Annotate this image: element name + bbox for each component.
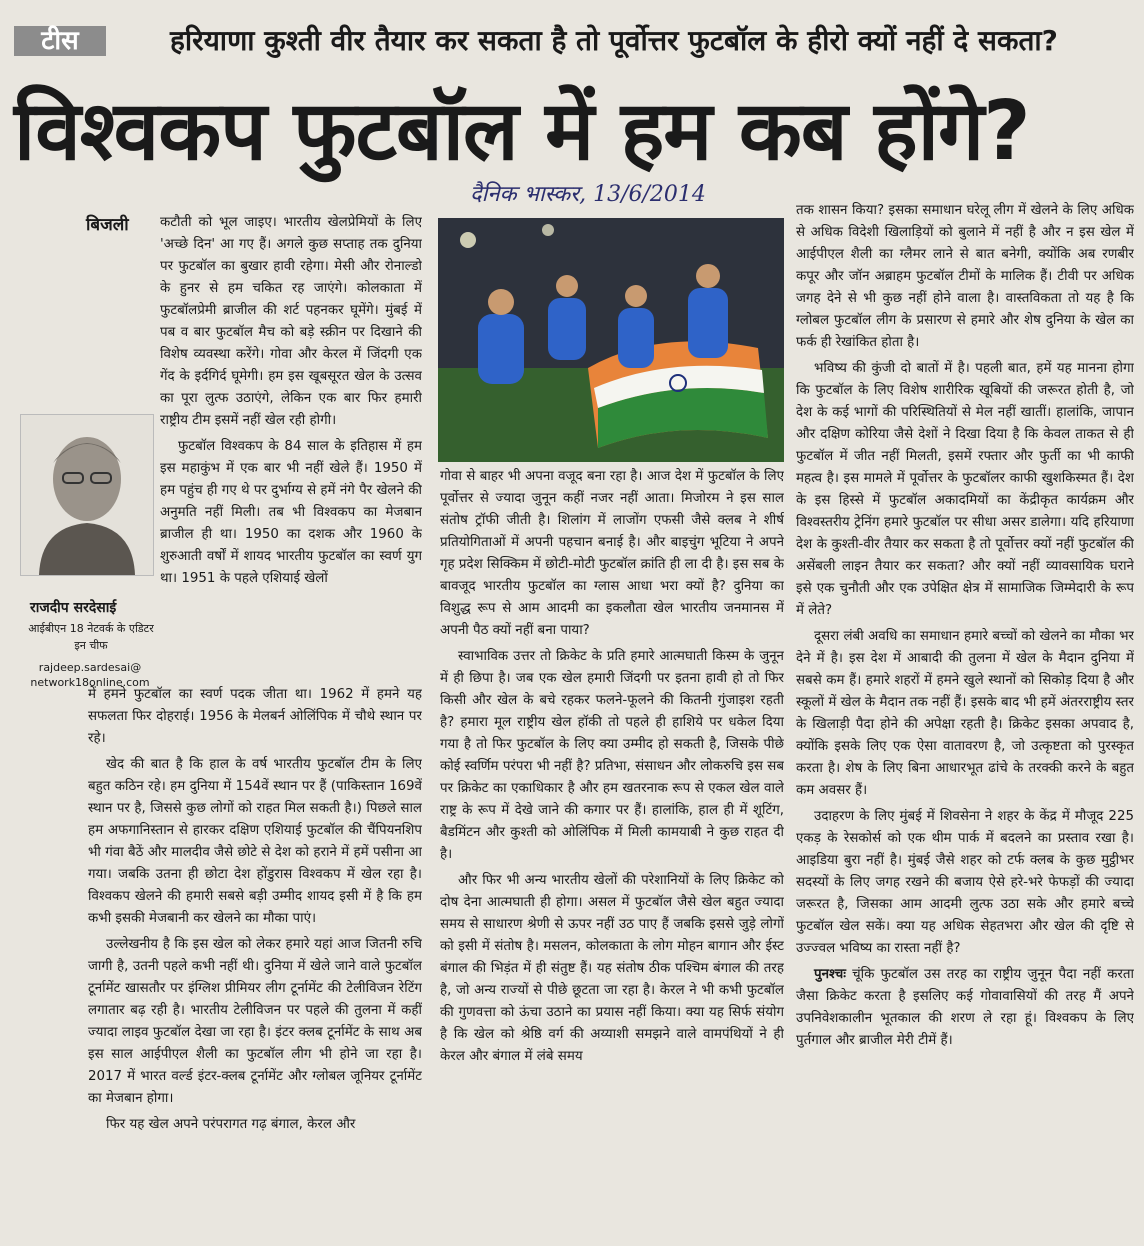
paragraph: में हमने फुटबॉल का स्वर्ण पदक जीता था। 1962 में हमने यह सफलता फिर दोहराई। 1956 के मेलबर्न ओलिंपिक में चौथे स्थान पर रहे।: [88, 687, 422, 746]
paragraph: फुटबॉल विश्वकप के 84 साल के इतिहास में हम इस महाकुंभ में एक बार भी नहीं खेले हैं। 1950 में हम पहुंच ही गए थे पर दुर्भाग्य से हमें नंगे पैर खेलने की अनुमति नहीं मिली। तब भी विश्वकप का मेजबान ब्राजील ही था। 1950 का दशक और 1960 के शुरुआती वर्षों में शायद भारतीय फुटबॉल का स्वर्ण युग था। 1951 के पहले एशियाई खेलों: [160, 439, 422, 586]
kicker-strip: [0, 10, 1144, 70]
paragraph: कटौती को भूल जाइए। भारतीय खेलप्रेमियों के लिए 'अच्छे दिन' आ गए हैं। अगले कुछ सप्ताह तक दुनिया पर फुटबॉल का बुखार हावी रहेगा। मेसी और रोनाल्डो के हुनर से हम चकित रह जाएंगे। कोलकाता में फुटबॉलप्रेमी ब्राजील की शर्ट पहनकर घूमेंगे। मुंबई में पब व बार फुटबॉल मैच को बड़े स्क्रीन पर दिखाने की विशेष व्यवस्था करेंगे। गोवा और केरल में जिंदगी एक गेंद के इर्दगिर्द घूमेगी। हम इस खूबसूरत खेल के उत्सव का पूरा लुत्फ उठाएंगे, लेकिन एक बार फिर हमारी राष्ट्रीय टीम इसमें नहीं खेल रही होगी।: [160, 215, 422, 428]
handwritten-note: दैनिक भास्कर, 13/6/2014: [470, 182, 706, 207]
paragraph: स्वाभाविक उत्तर तो क्रिकेट के प्रति हमारे आत्मघाती किस्म के जुनून में ही छिपा है। जब एक खेल हमारी जिंदगी पर इतना हावी हो तो फिर किसी और खेल के बचे रहकर फलने-फूलने की कितनी गुंजाइश रहती है? हमारा मूल राष्ट्रीय खेल हॉकी तो पहले ही हाशिये पर धकेल दिया गया है तो फिर फुटबॉल के लिए क्या उम्मीद हो सकती है, जिसके पीछे कोई स्वर्णिम परंपरा भी नहीं है? प्रतिभा, संसाधन और लोकरुचि इस सब पर क्रिकेट का एकाधिकार है और हम खतरनाक रूप से एकल खेल वाले राष्ट्र के रूप में देखे जाने की कगार पर हैं। हालांकि, हाल ही में शूटिंग, बैडमिंटन और कुश्ती को ओलिंपिक में मिली कामयाबी ने कुछ राहत दी है।: [440, 649, 784, 862]
section-tag: टीस: [14, 26, 106, 56]
paragraph: और फिर भी अन्य भारतीय खेलों की परेशानियों के लिए क्रिकेट को दोष देना आत्मघाती ही होगा। असल में फुटबॉल जैसे खेल बहुत ज्यादा समय से साधारण श्रेणी से ऊपर नहीं उठ पाए हैं जबकि इससे जुड़े लोगों को इसी में संतोष है। मसलन, कोलकाता के लोग मोहन बागान और ईस्ट बंगाल की भिड़ंत में ही संतुष्ट हैं। यह संतोष ठीक पश्चिम बंगाल की तरह है, जो अन्य राज्यों से पीछे छूटता जा रहा है। केरल ने भी कभी फुटबॉल की गुणवत्ता को ऊंचा उठाने का प्रयास नहीं किया। क्या यह सिर्फ संयोग है कि खेल को श्रेष्ठि वर्ग की अय्याशी समझने वाले वामपंथियों ने ही केरल और बंगाल में लंबे समय: [440, 873, 784, 1064]
kicker: हरियाणा कुश्ती वीर तैयार कर सकता है तो पूर्वोत्तर फुटबॉल के हीरो क्यों नहीं दे सकता?: [170, 24, 1058, 57]
paragraph: गोवा से बाहर भी अपना वजूद बना रहा है। आज देश में फुटबॉल के लिए पूर्वोत्तर से ज्यादा जुनून कहीं नजर नहीं आता। मिजोरम ने इस साल संतोष ट्रॉफी जीती है। शिलांग में लाजोंग एफसी जैसे क्लब ने शीर्ष प्रतियोगिताओं में अपनी पहचान बनाई है। और बाइचुंग भूटिया ने अपने गृह प्रदेश सिक्किम में छोटी-मोटी फुटबॉल क्रांति ही ला दी है। इस सब के बावजूद भारतीय फुटबॉल का ग्लास आधा भरा क्यों है? दुनिया का विशुद्ध रूप से आम आदमी का इकलौता खेल भारतीय जनमानस में अपनी पैठ क्यों नहीं बना पाया?: [440, 469, 784, 638]
column-2: [440, 466, 784, 1244]
column-1-bottom: [88, 684, 422, 1244]
paragraph: भविष्य की कुंजी दो बातों में है। पहली बात, हमें यह मानना होगा कि फुटबॉल के लिए विशेष शारीरिक खूबियों की जरूरत होती है, जो देश के कई भागों की परिस्थितियों से मेल नहीं खातीं। हालांकि, जापान और दक्षिण कोरिया जैसे देशों ने दिखा दिया है कि केवल ताकत से ही फुटबॉल में जीत नहीं मिलती, इसमें रफ्तार और फुर्ती का भी काफी महत्व है। इस मामले में पूर्वोत्तर के फुटबॉलर काफी खुशकिस्मत हैं। देश के इस हिस्से में फुटबॉल अकादमियों का केंद्रीकृत कार्यक्रम और विश्वस्तरीय ट्रेनिंग हमारे फुटबॉल पर सीधा असर डालेगा। यदि हरियाणा देश के कुश्ती-वीर तैयार कर सकता है तो पूर्वोत्तर क्यों नहीं फुटबॉल की असेंबली लाइन तैयार कर सकता? और क्यों नहीं व्यावसायिक घराने इसे एक चुनौती और एक उपेक्षित क्षेत्र में सामाजिक जिम्मेदारी के रूप में लेते?: [796, 361, 1134, 618]
paragraph: उदाहरण के लिए मुंबई में शिवसेना ने शहर के केंद्र में मौजूद 225 एकड़ के रेसकोर्स को एक थीम पार्क में बदलने का प्रस्ताव रखा है। आइडिया बुरा नहीं है। मुंबई जैसे शहर को टर्फ क्लब के कुछ मुट्ठीभर सदस्यों के लिए जगह रखने की बजाय ऐसे हरे-भरे फेफड़ों की ज्यादा जरूरत है, जिसका आम आदमी लुत्फ उठा सके और हमारे बच्चे फुटबॉल खेल सकें। क्या यह अधिक सेहतभरा और खेल की दृष्टि से उज्ज्वल भविष्य का रास्ता नहीं है?: [796, 809, 1134, 956]
paragraph: दूसरा लंबी अवधि का समाधान हमारे बच्चों को खेलने का मौका भर देने में है। इस देश में आबादी की तुलना में खेल के मैदान दुनिया में सबसे कम हैं। हमारे शहरों में हमने खुले स्थानों को सिकोड़ दिया है और स्कूलों में खेल के मैदान तक नहीं हैं। इसके बाद भी हमें अंतरराष्ट्रीय स्तर के खिलाड़ी पैदा होने की अपेक्षा रहती है। क्रिकेट इसका अपवाद है, क्योंकि इसके लिए एक ऐसा वातावरण है, जो उत्कृष्टता को पुरस्कृत करता है। शेष के लिए बिना आधारभूत ढांचे के तरक्की करने के बहुत कम अवसर हैं।: [796, 629, 1134, 798]
dateline: बिजली: [86, 215, 129, 235]
headline: विश्वकप फुटबॉल में हम कब होंगे?: [14, 84, 1030, 179]
paragraph: उल्लेखनीय है कि इस खेल को लेकर हमारे यहां आज जितनी रुचि जागी है, उतनी पहले कभी नहीं थी। दुनिया में खेले जाने वाले फुटबॉल टूर्नामेंट खासतौर पर इंग्लिश प्रीमियर लीग टूर्नामेंट की टेलीविजन रेटिंग लगातार बढ़ रही है। भारतीय टेलीविजन पर पहले की तुलना में कहीं ज्यादा लाइव फुटबॉल देखा जा रहा है। इंटर क्लब टूर्नामेंट के साथ अब इस साल आईपीएल शैली का फुटबॉल लीग भी होने जा रहा है। 2017 में भारत वर्ल्ड इंटर-क्लब टूर्नामेंट और ग्लोबल जूनियर टूर्नामेंट का मेजबान होगा।: [88, 937, 422, 1106]
author-photo: [20, 414, 154, 576]
postscript-label: पुनश्चः: [814, 967, 846, 982]
author-role: आईबीएन 18 नेटवर्क के एडिटर इन चीफ: [28, 622, 154, 652]
author-name: राजदीप सरदेसाई: [30, 600, 117, 616]
team-celebration-photo: [438, 218, 784, 462]
postscript: [796, 964, 1134, 1052]
column-3: [796, 200, 1134, 1244]
paragraph: तक शासन किया? इसका समाधान घरेलू लीग में खेलने के लिए अधिक से अधिक विदेशी खिलाड़ियों को बुलाने में नहीं है और न इस खेल में आईपीएल शैली का ग्लैमर लाने से बात बनेगी, क्योंकि अब रणबीर कपूर और जॉन अब्राहम फुटबॉल टीमों के मालिक हैं। टीवी पर अधिक जगह देने से भी कुछ नहीं होने वाला है। वास्तविकता तो यह है कि ग्लोबल फुटबॉल लीग के प्रसारण से हमारे और शेष दुनिया के खेल का फर्क ही रेखांकित होता है।: [796, 203, 1134, 350]
postscript-text: चूंकि फुटबॉल उस तरह का राष्ट्रीय जुनून पैदा नहीं करता जैसा क्रिकेट करता है इसलिए कई गोवावासियों की तरह मैं अपने उपनिवेशकालीन भूतकाल की शरण ले रहा हूं। विश्वकप के लिए पुर्तगाल और ब्राजील मेरी टीमें हैं।: [796, 967, 1134, 1048]
column-1-top: [160, 212, 422, 684]
paragraph: फिर यह खेल अपने परंपरागत गढ़ बंगाल, केरल और: [106, 1117, 356, 1132]
paragraph: खेद की बात है कि हाल के वर्ष भारतीय फुटबॉल टीम के लिए बहुत कठिन रहे। हम दुनिया में 154वें स्थान पर हैं (पाकिस्तान 169वें स्थान पर है, जिससे कुछ लोगों को राहत मिल सकती है।) पिछले साल हम अफगानिस्तान से हारकर दक्षिण एशियाई फुटबॉल की चैंपियनशिप भी गंवा बैठें और मालदीव जैसे छोटे से देश को हराने में हमें पसीना आ गया। जबकि उतना ही छोटा देश होंडुरास विश्वकप में खेल रहा है। विश्वकप खेलने की हमारी सबसे बड़ी उम्मीद शायद इसी में है कि हम कभी इसकी मेजबानी कर खेलने का मौका पाएं।: [88, 757, 422, 926]
author-email: rajdeep.sardesai@ network18online.com: [30, 661, 150, 689]
